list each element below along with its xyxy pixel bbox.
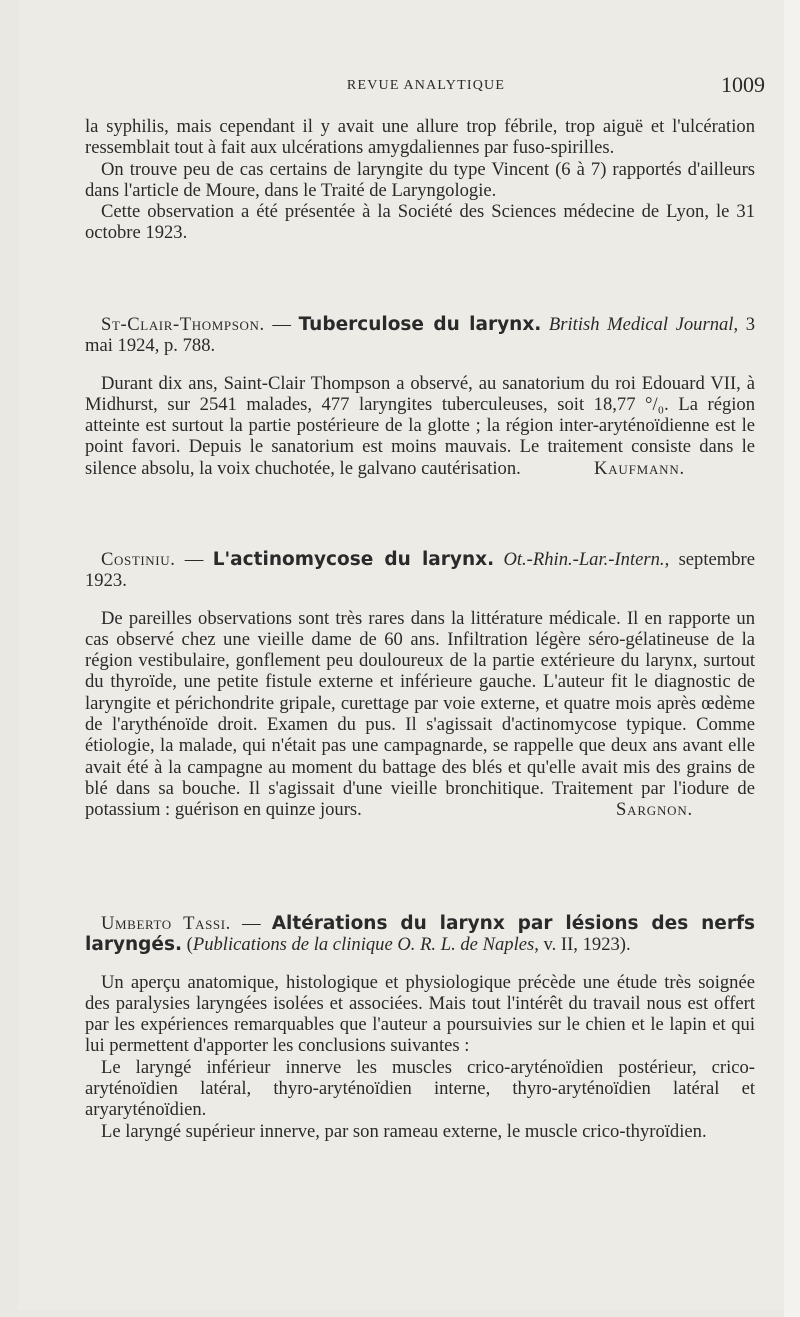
article-source: British Medical Journal [548,314,734,335]
article-source: Publications de la clinique O. R. L. de Naples [192,934,535,956]
article-signature: Sargnon. [615,799,693,821]
article-author: Umberto Tassi. [101,913,231,934]
article-body [85,608,755,821]
article-title: Altérations du larynx par lésions des nerfs laryngés. [85,913,756,956]
article-citation: , 3 mai 1924, p. 788. [85,314,756,357]
article-author: St-Clair-Thompson. [101,314,265,335]
article-alterations [85,913,755,1142]
heading-dash: — [264,314,299,335]
heading-dash: — [175,549,213,570]
intro-section [85,116,755,244]
source-open: ( [182,934,193,956]
article-title: Tuberculose du larynx. [298,314,542,335]
article-citation: , septembre 1923. [85,549,755,592]
heading-dash: — [230,913,272,934]
intro-paragraph-1: la syphilis, mais cependant il y avait une allure trop fébrile, trop aiguë et l'ulcération ressemblait tout à fait aux ulcérations amygdaliennes par fuso-spirilles. [85,116,755,159]
article-source: Ot.-Rhin.-Lar.-Intern. [503,549,665,570]
article-paragraph-2: Le laryngé inférieur innerve les muscles crico-aryténoïdien postérieur, crico-aryténoïdien latéral, thyro-aryténoïdien interne, thyro-aryténoïdien latéral et aryaryténoïdien. [85,1056,755,1121]
running-header [85,70,767,100]
article-body [85,373,755,479]
article-tuberculose [85,314,755,479]
article-author: Costiniu. [101,549,176,570]
article-paragraph-1: Un aperçu anatomique, histologique et physiologique précède une étude très soignée des paralysies laryngées isolées et associées. Mais tout l'intérêt du travail nous est offert par les expériences remarquables que l'auteur a poursuivies sur le chien et le lapin et qui lui permettent d'apporter les conclusions suivantes : [85,971,755,1057]
page-number: 1009 [721,72,765,97]
article-heading [85,314,755,357]
article-signature: Kaufmann. [593,457,685,479]
article-heading [85,913,755,956]
article-body-text: De pareilles observations sont très rares dans la littérature médicale. Il en rapporte un cas observé chez une vieille dame de 60 ans. Infiltration légère séro-gélatineuse de la région vestibulaire, gonflement peu douloureux de la partie extérieure du larynx, surtout du thyroïde, une petite fistule externe et inférieure gauche. L'auteur fit le diagnostic de laryngite et périchondrite gripale, curettage par voie externe, et quatre mois après œdème de l'arythénoïde droit. Examen du pus. Il s'agissait d'actinomycose typique. Comme étiologie, la malade, qui n'était pas une campagnarde, se rappelle que deux ans avant elle avait été à la campagne au moment du battage des blés et qu'elle avait mis des grains de blé dans sa bouche. Il s'agissait d'une vieille bronchitique. Traitement par l'iodure de potassium : guérison en quinze jours. [85,607,755,821]
intro-paragraph-2: On trouve peu de cas certains de laryngite du type Vincent (6 à 7) rapportés d'ailleurs dans l'article de Moure, dans le Traité de Laryngologie. [85,158,755,201]
article-body-text: Durant dix ans, Saint-Clair Thompson a observé, au sanatorium du roi Edouard VII, à Midhurst, sur 2541 malades, 477 laryngites tuberculeuses, soit 18,77 °/₀. La région atteinte est surtout la partie postérieure de la glotte ; la région inter-aryténoïdienne est le point favori. Depuis le sanatorium est moins mauvais. Le traitement consiste dans le silence absolu, la voix chuchotée, le galvano cautérisation. [85,372,755,479]
article-heading [85,549,755,592]
intro-paragraph-3: Cette observation a été présentée à la Société des Sciences médecine de Lyon, le 31 octobre 1923. [85,201,755,244]
page-edge [784,0,800,1317]
article-citation: , v. II, 1923). [534,934,631,956]
article-title: L'actinomycose du larynx. [212,549,495,570]
article-paragraph-3: Le laryngé supérieur innerve, par son rameau externe, le muscle crico-thyroïdien. [101,1120,707,1142]
running-title: REVUE ANALYTIQUE [346,78,506,93]
article-actinomycose [85,549,755,821]
